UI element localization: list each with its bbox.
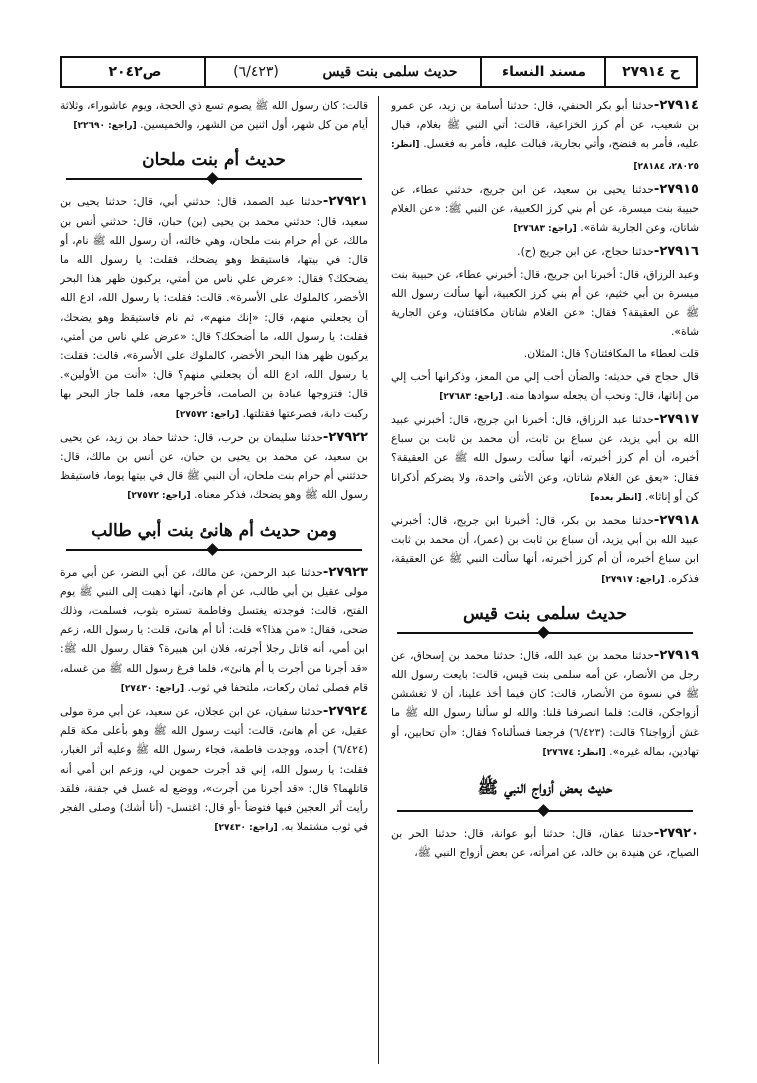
hadith-entry bbox=[60, 428, 368, 507]
hadith-text: حدثنا عبد الصمد، قال: حدثني أبي، قال: حدثنا يحيى بن سعيد، قال: حدثني محمد بن يحيى (بن) حبان، قال: حدثني أنس بن مالك، عن أم حرام بنت ملحان، وهي خالته، أن رسول الله ﷺ نام، أو قال: في بيتها، فاستيقظ وهو يضحك، فقلت: يا رسول الله ما يضحكك؟ فقال: «عرض علي ناس من أمتي، يركبون ظهر هذا البحر الأخضر، كالملوك على الأسرة». قالت: فقلت: يا رسول الله، ادع الله أن يجعلني منهم، قال: «إنك منهم»، ثم نام فاستيقظ وهو يضحك، فقلت: يا رسول الله، ما أضحكك؟ قال: «عرض علي ناس من أمتي، يركبون ظهر هذا البحر الأخضر، كالملوك على الأسرة»، قالت: فقلت: يا رسول الله، ادع الله أن يجعلني منهم؟ قال: «أنت من الأولين». قال: فتزوجها عبادة بن الصامت، فأخرجها معه، فلما جاز البحر بها ركبت دابة، فصرعتها فقتلتها. bbox=[60, 195, 368, 420]
hadith-entry-number: ٢٧٩١٧- bbox=[653, 412, 699, 428]
hadith-entry-number: ٢٧٩١٩- bbox=[653, 647, 699, 663]
diamond-icon bbox=[537, 804, 550, 817]
hadith-entry-number: ٢٧٩٢٢- bbox=[322, 429, 368, 445]
header-separator bbox=[204, 58, 206, 86]
hadith-entry-number: ٢٧٩٢٤- bbox=[322, 704, 368, 720]
hadith-entry-number: ٢٧٩٢٠- bbox=[653, 826, 699, 842]
hadith-entry bbox=[391, 410, 699, 508]
left-column bbox=[60, 96, 368, 1076]
hadith-entry bbox=[391, 824, 699, 862]
diamond-icon bbox=[206, 173, 219, 186]
hadith-text: حدثنا أبو بكر الحنفي، قال: حدثنا أسامة بن زيد، عن عمرو بن شعيب، عن أم كرز الخزاعية، قالت: أتي النبي ﷺ بغلام، فبال عليه، فأمر به فنضح، وأتي بجارية، فبالت عليه، فأمر به فغسل. bbox=[391, 99, 699, 151]
cross-reference: [انظر: ٢٨٠٢٥، ٢٨١٨٤] bbox=[391, 140, 699, 172]
hadith-text: وعبد الرزاق، قال: أخبرنا ابن جريج، قال: أخبرني عطاء، عن حبيبة بنت ميسرة بن أبي خثيم، عن أم بني كرز الكعبية، أنها سألت رسول الله ﷺ عن العقيقة؟ فقال: «عن الغلام شاتان مكافئتان، وعن الجارية شاة». bbox=[391, 267, 699, 339]
hadith-text: قلت لعطاء ما المكافئتان؟ قال: المثلان. bbox=[523, 347, 699, 361]
hadith-entry bbox=[391, 367, 699, 407]
cross-reference: [راجع: ٢٧٥٧٢] bbox=[175, 409, 240, 420]
cross-reference: [راجع: ٢٢٦٩٠] bbox=[73, 121, 137, 132]
hadith-text: حدثنا يحيى بن سعيد، عن ابن جريج، حدثني عطاء، عن حبيبة بنت ميسرة، عن أم بني كرز الكعبية، عن النبي ﷺ: «عن الغلام شاتان، وعن الجارية شاة». bbox=[391, 182, 699, 235]
book-title: مسند النساء bbox=[501, 64, 587, 80]
hadith-text: حدثنا سفيان، عن ابن عجلان، عن سعيد، عن أبي مرة مولى عقيل، عن أم هانئ، قالت: أتيت رسول الله ﷺ وهو بأعلى مكة قلم (٦/٤٢٤) أجده، ووجدت فاطمة، فجاء رسول الله ﷺ وعليه أثر الغبار، فقلت: يا رسول الله، إني قد أجرت حموين لي، وزعم ابن أمي أنه قاتلهما؟ قال: «قد أجرنا من أجرت»، ووضع له غسل في جفنة، فلقد رأيت أثر العجين فيها فتوضأ -أو قال: اغتسل- (أنا أشك) وصلى الفجر في ثوب مشتملا به. bbox=[60, 705, 368, 834]
section-title: حديث بعض أزواج النبي ﷺ bbox=[477, 778, 613, 799]
cross-reference: [راجع: ٢٧٩١٧] bbox=[601, 574, 665, 585]
hadith-entry bbox=[391, 511, 699, 590]
hadith-text: حدثنا محمد بن بكر، قال: أخبرنا ابن جريج، قال: أخبرني عبيد الله بن أبي يزيد، أن سباع بن ثابت بن (عمر)، أن محمد بن ثابت ابن سباع أخبره، أن أم كرز أخبرته، أنها سألت النبي ﷺ عن العقيقة، فذكره. bbox=[391, 514, 699, 585]
section-title: حديث سلمى بنت قيس bbox=[463, 603, 627, 624]
header-separator bbox=[480, 58, 482, 86]
running-header bbox=[60, 56, 698, 88]
hadith-text: قالت: كان رسول الله ﷺ يصوم تسع ذي الحجة، ويوم عاشوراء، وثلاثة أيام من كل شهر، أول اثنين من الشهر، والخميسين. bbox=[60, 99, 368, 132]
hadith-text: حدثنا محمد بن عبد الله، قال: حدثنا محمد بن إسحاق، عن رجل من الأنصار، عن أمه سلمى بنت قيس، قالت: بايعت رسول الله ﷺ في نسوة من الأنصار، قالت: كان فيما أخذ علينا، أن لا تغششن أزواجكن، قالت: فلما انصرفنا قلنا: والله لو سألنا رسول الله ﷺ ما غش أزواجنا؟ قالت: (٦/٤٢٣) فرجعنا فسألناه؟ فقال: «أن تحابين، أو تهادين، بماله غيره». bbox=[391, 648, 699, 758]
hadith-entry bbox=[60, 702, 368, 838]
hadith-entry-number: ٢٧٩٢١- bbox=[322, 194, 368, 210]
hadith-entry-number: ٢٧٩١٦- bbox=[653, 244, 699, 260]
cross-reference: [راجع: ٢٧٦٨٣] bbox=[439, 391, 503, 402]
hadith-entry bbox=[60, 192, 368, 424]
hadith-entry-number: ٢٧٩١٨- bbox=[653, 513, 699, 529]
hadith-entry bbox=[391, 265, 699, 342]
right-column bbox=[391, 96, 699, 1076]
hadith-text: حدثنا عفان، قال: حدثنا أبو عوانة، قال: حدثنا الحر بن الصياح، عن هنيدة بن خالد، عن امرأته، عن بعض أزواج النبي ﷺ، bbox=[391, 827, 699, 860]
hadith-entry bbox=[60, 563, 368, 699]
hadith-entry bbox=[391, 242, 699, 261]
diamond-icon bbox=[206, 543, 219, 556]
title-ornament bbox=[397, 628, 693, 638]
hadith-number: ح ٢٧٩١٤ bbox=[622, 64, 680, 80]
column-divider bbox=[378, 96, 379, 1064]
hadith-text: حدثنا عبد الرزاق، قال: أخبرنا ابن جريج، قال: أخبرني عبيد الله بن أبي يزيد، عن سباع بن ثابت، أن محمد بن ثابت بن سباع أخبره، أن أم كرز أخبرته، أنها سألت رسول الله ﷺ عن العقيقة؟ فقال: «يعق عن الغلام شاتان، وعن الأنثى واحدة، ولا يضركم أذكرانا كن أو إناثا». bbox=[391, 413, 699, 503]
header-separator bbox=[604, 58, 606, 86]
cross-reference: [راجع: ٢٧٤٣٠] bbox=[214, 823, 278, 834]
hadith-text: حدثنا عبد الرحمن، عن مالك، عن أبي النضر، عن أبي مرة مولى عقيل بن أبي طالب، عن أم هانئ، أنها ذهبت إلى النبي ﷺ يوم الفتح، قالت: فوجدته يغتسل وفاطمة تستره بثوب، فسلمت، وذلك ضحى، فقال: «من هذا؟» قلت: أنا أم هانئ، قلت: يا رسول الله، زعم ابن أمي، أنه قاتل رجلا أجرته، فلان ابن هبيرة؟ فقال رسول الله ﷺ: «قد أجرنا من أجرت يا أم هانئ»، فلما فرغ رسول الله ﷺ من غسله، قام فصلى ثمان ركعات، ملتحفا في ثوب. bbox=[60, 565, 368, 694]
hadith-entry-number: ٢٧٩١٤- bbox=[653, 98, 699, 113]
hadith-entry bbox=[391, 344, 699, 363]
title-ornament bbox=[397, 806, 693, 816]
hadith-text: حدثنا حجاج، عن ابن جريج (ح). bbox=[517, 245, 654, 259]
volume-reference: (٦/٤٢٣) bbox=[233, 64, 279, 80]
chapter-title: حديث سلمى بنت قيس bbox=[322, 64, 458, 80]
cross-reference: [راجع: ٢٧٥٧٢] bbox=[127, 491, 191, 502]
page-number: ص٢٠٤٢ bbox=[108, 64, 162, 80]
cross-reference: [راجع: ٢٧٤٣٠] bbox=[120, 683, 185, 694]
cross-reference: [راجع: ٢٧٦٨٣] bbox=[513, 224, 577, 235]
hadith-text: قال حجاج في حديثه: والضأن أحب إلي من المعز، وذكرانها أحب إلي من إناثها، قال: ونحب أن يجعله سوادها منه. bbox=[391, 369, 699, 402]
hadith-entry bbox=[391, 646, 699, 763]
hadith-text: حدثنا سليمان بن حرب، قال: حدثنا حماد بن زيد، عن يحيى بن سعيد، عن محمد بن يحيى بن حبان، عن أنس بن مالك، قال: حدثتني أم حرام بنت ملحان، أن النبي ﷺ قال في بيتها يوما، فاستيقظ رسول الله ﷺ وهو يضحك، فذكر معناه. bbox=[60, 430, 368, 502]
cross-reference: [انظر: ٢٧٦٧٤] bbox=[542, 747, 606, 758]
hadith-entry bbox=[60, 96, 368, 136]
title-ornament bbox=[66, 545, 362, 555]
hadith-entry bbox=[391, 96, 699, 177]
hadith-entry bbox=[391, 180, 699, 240]
diamond-icon bbox=[537, 626, 550, 639]
hadith-entry-number: ٢٧٩١٥- bbox=[653, 181, 699, 197]
section-title: حديث أم بنت ملحان bbox=[142, 150, 286, 171]
hadith-entry-number: ٢٧٩٢٣- bbox=[322, 564, 368, 580]
title-ornament bbox=[66, 174, 362, 184]
cross-reference: [انظر بعده] bbox=[590, 492, 642, 503]
section-title: ومن حديث أم هانئ بنت أبي طالب bbox=[91, 520, 337, 541]
